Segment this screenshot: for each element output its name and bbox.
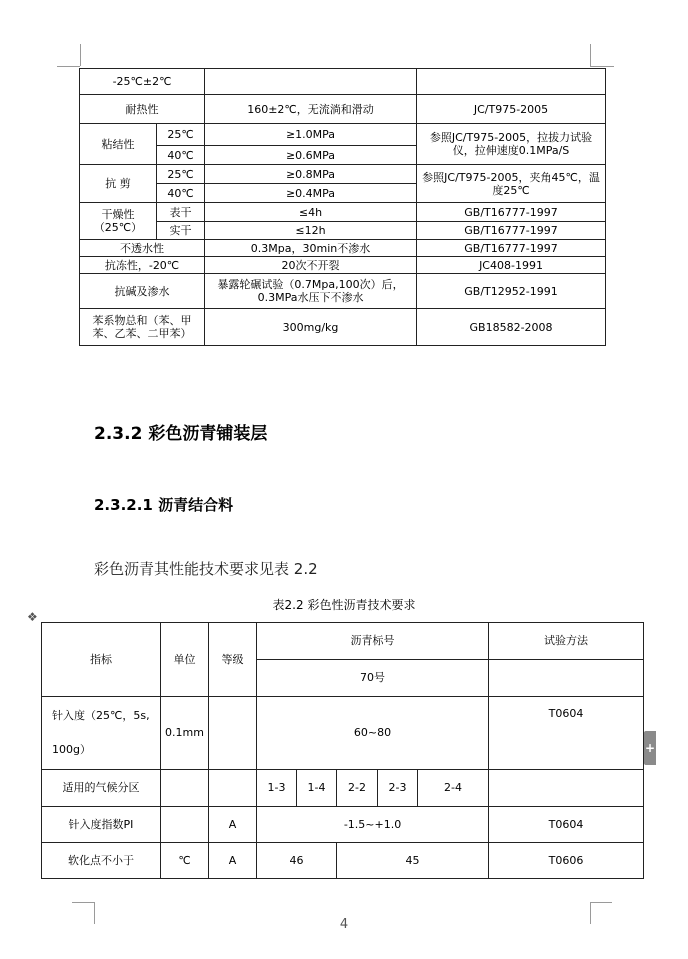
side-expand-tab[interactable]: + [644,731,656,765]
table-cell [205,69,417,95]
table-cell: ≥0.6MPa [205,146,417,165]
table-row [80,165,606,184]
table-row [80,309,606,346]
table-row [80,222,606,240]
table-row [42,770,644,807]
header-asphalt-grade: 沥青标号 [257,623,489,660]
table-cell: ≥0.8MPa [205,165,417,184]
grade-value-70: 70号 [257,660,489,697]
move-anchor-icon[interactable]: ❖ [27,610,38,624]
table-cell: 40℃ [157,184,205,203]
penetration-label [42,697,161,770]
crop-mark-top-left-h [57,66,80,67]
header-unit: 单位 [161,623,209,697]
table-caption: 表2.2 彩色性沥青技术要求 [272,598,416,612]
table-cell: 抗冻性，-20℃ [80,257,205,274]
table-cell: GB/T16777-1997 [417,222,606,240]
softening-value-b: 45 [337,843,489,879]
climate-zone: 1-4 [297,770,337,807]
table-cell: 40℃ [157,146,205,165]
table-cell: 25℃ [157,124,205,146]
table-row [80,257,606,274]
table-cell: 20次不开裂 [205,257,417,274]
table-cell [417,69,606,95]
table-cell: 不透水性 [80,240,205,257]
climate-label: 适用的气候分区 [42,770,161,807]
table-1-continued [79,68,606,346]
climate-method [489,770,644,807]
table-cell: GB18582-2008 [417,309,606,346]
penetration-label-line1: 针入度（25℃，5s, [52,709,150,722]
table-cell: JC/T975-2005 [417,95,606,124]
table-cell: 耐热性 [80,95,205,124]
table-cell: 参照JC/T975-2005，夹角45℃，温度25℃ [417,165,606,203]
pi-method: T0604 [489,807,644,843]
table-cell: 300mg/kg [205,309,417,346]
softening-grade: A [209,843,257,879]
pi-grade: A [209,807,257,843]
table-cell: 0.3Mpa，30min不渗水 [205,240,417,257]
table-cell [209,770,257,807]
climate-zone: 2-3 [378,770,418,807]
table-row [80,69,606,95]
climate-zone: 1-3 [257,770,297,807]
table-cell: -25℃±2℃ [80,69,205,95]
penetration-unit: 0.1mm [161,697,209,770]
table-cell [161,807,209,843]
table-cell: 实干 [157,222,205,240]
pi-label: 针入度指数PI [42,807,161,843]
body-paragraph: 彩色沥青其性能技术要求见表 2.2 [94,560,318,578]
table-row [42,807,644,843]
table-cell [489,660,644,697]
crop-mark-top-right-h [590,66,614,67]
penetration-method: T0604 [489,697,644,770]
table-cell: 暴露轮碾试验（0.7Mpa,100次）后，0.3MPa水压下不渗水 [205,274,417,309]
header-indicator: 指标 [42,623,161,697]
table-row [42,843,644,879]
table-cell: 参照JC/T975-2005，拉拔力试验仪，拉伸速度0.1MPa/S [417,124,606,165]
table-cell: GB/T16777-1997 [417,203,606,222]
table-row [80,203,606,222]
crop-mark-bottom-left-h [72,902,94,903]
penetration-grade [209,697,257,770]
softening-value-a: 46 [257,843,337,879]
table-row [80,240,606,257]
page-number: 4 [339,917,349,932]
climate-zone: 2-2 [337,770,378,807]
crop-mark-bottom-right-h [590,902,612,903]
table-cell: 抗 剪 [80,165,157,203]
softening-method: T0606 [489,843,644,879]
table-row [80,274,606,309]
table-cell: ≤12h [205,222,417,240]
crop-mark-top-left [80,44,81,66]
crop-mark-top-right [590,44,591,66]
softening-unit: ℃ [161,843,209,879]
table-cell: GB/T12952-1991 [417,274,606,309]
table-cell: GB/T16777-1997 [417,240,606,257]
softening-label: 软化点不小于 [42,843,161,879]
table-row [42,623,644,660]
table-row [80,95,606,124]
header-test-method: 试验方法 [489,623,644,660]
table-cell: 干燥性（25℃） [80,203,157,240]
table-row [42,697,644,770]
table-cell: ≤4h [205,203,417,222]
table-cell: 抗碱及渗水 [80,274,205,309]
table-cell: 苯系物总和（苯、甲苯、乙苯、二甲苯） [80,309,205,346]
penetration-value: 60~80 [257,697,489,770]
table-cell: JC408-1991 [417,257,606,274]
header-grade: 等级 [209,623,257,697]
table-cell: 160±2℃，无流淌和滑动 [205,95,417,124]
section-heading-2-3-2: 2.3.2 彩色沥青铺装层 [94,424,268,444]
climate-zone: 2-4 [418,770,489,807]
pi-value: -1.5~+1.0 [257,807,489,843]
table-cell: ≥0.4MPa [205,184,417,203]
table-cell [161,770,209,807]
table-row [80,124,606,146]
section-heading-2-3-2-1: 2.3.2.1 沥青结合料 [94,496,234,514]
table-cell: 表干 [157,203,205,222]
table-cell: 25℃ [157,165,205,184]
penetration-label-line2: 100g） [52,743,91,756]
table-2-2 [41,622,644,879]
table-cell: 粘结性 [80,124,157,165]
table-cell: ≥1.0MPa [205,124,417,146]
